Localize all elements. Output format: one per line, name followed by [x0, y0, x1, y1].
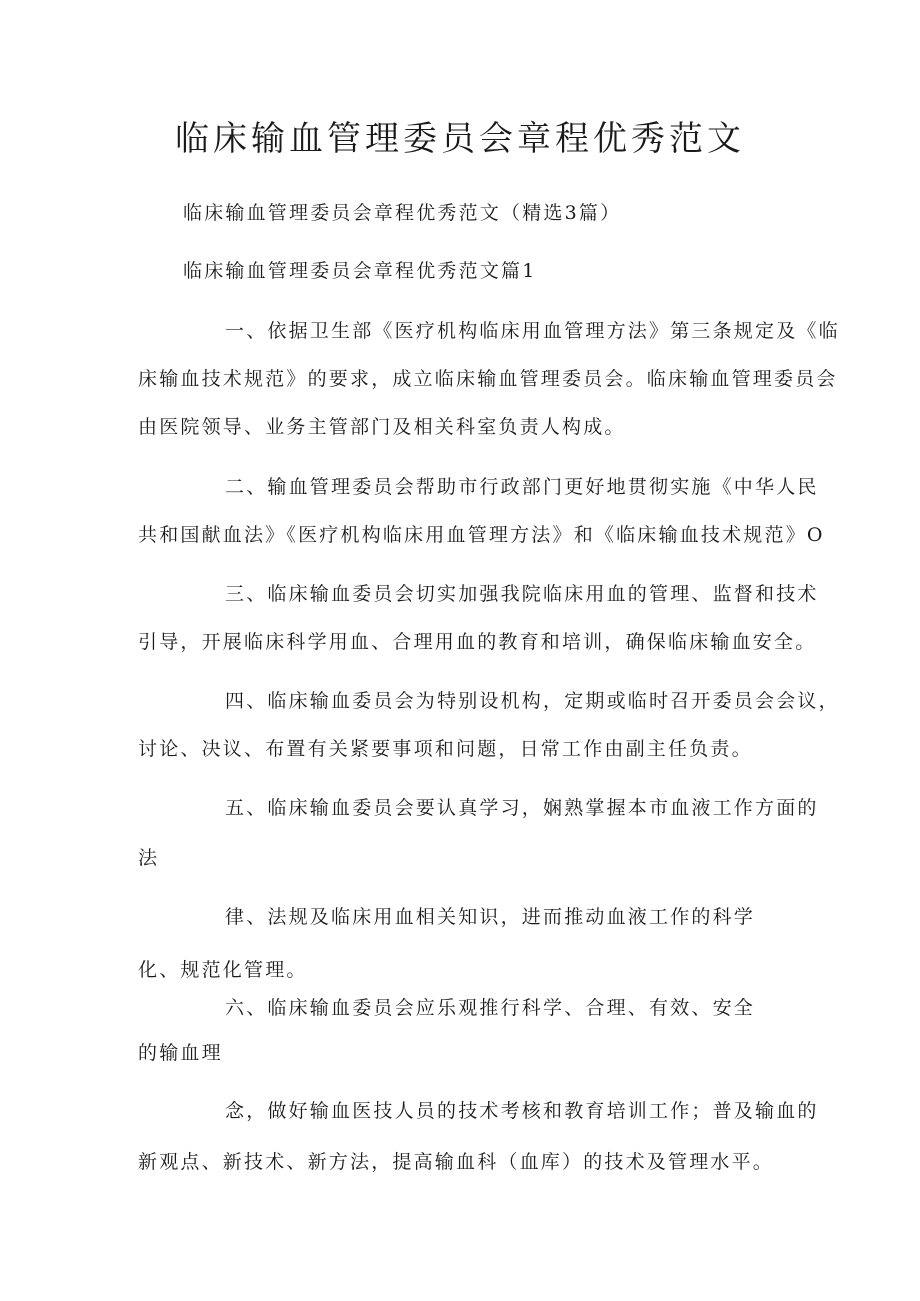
paragraph-line: 引导，开展临床科学用血、合理用血的教育和培训，确保临床输血安全。 [138, 631, 817, 653]
paragraph-line: 由医院领导、业务主管部门及相关科室负责人构成。 [138, 416, 626, 438]
paragraph-line: 化、规范化管理。 [138, 959, 308, 981]
paragraph-line: 四、临床输血委员会为特别设机构，定期或临时召开委员会会议， [225, 690, 840, 712]
paragraph-line: 法 [138, 847, 160, 869]
paragraph-line: 三、临床输血委员会切实加强我院临床用血的管理、监督和技术 [225, 583, 819, 605]
document-title: 临床输血管理委员会章程优秀范文 [175, 119, 745, 159]
paragraph-line: 念，做好输血医技人员的技术考核和教育培训工作；普及输血的 [225, 1100, 819, 1122]
paragraph-line: 床输血技术规范》的要求，成立临床输血管理委员会。临床输血管理委员会 [138, 368, 838, 390]
paragraph-line: 六、临床输血委员会应乐观推行科学、合理、有效、安全 [225, 997, 756, 1019]
paragraph-line: 讨论、决议、布置有关紧要事项和问题，日常工作由副主任负责。 [138, 738, 753, 760]
paragraph-line: 二、输血管理委员会帮助市行政部门更好地贯彻实施《中华人民 [225, 476, 819, 498]
paragraph-line: 五、临床输血委员会要认真学习，娴熟掌握本市血液工作方面的 [225, 797, 819, 819]
document-subtitle: 临床输血管理委员会章程优秀范文（精选3篇） [183, 202, 622, 224]
paragraph-line: 一、依据卫生部《医疗机构临床用血管理方法》第三条规定及《临 [225, 320, 840, 342]
paragraph-line: 的输血理 [138, 1042, 223, 1064]
paragraph-line: 律、法规及临床用血相关知识，进而推动血液工作的科学 [225, 906, 756, 928]
paragraph-line: 共和国献血法》《医疗机构临床用血管理方法》和《临床输血技术规范》O [138, 524, 825, 546]
section-heading: 临床输血管理委员会章程优秀范文篇1 [183, 260, 537, 282]
paragraph-line: 新观点、新技术、新方法，提高输血科（血库）的技术及管理水平。 [138, 1151, 775, 1173]
